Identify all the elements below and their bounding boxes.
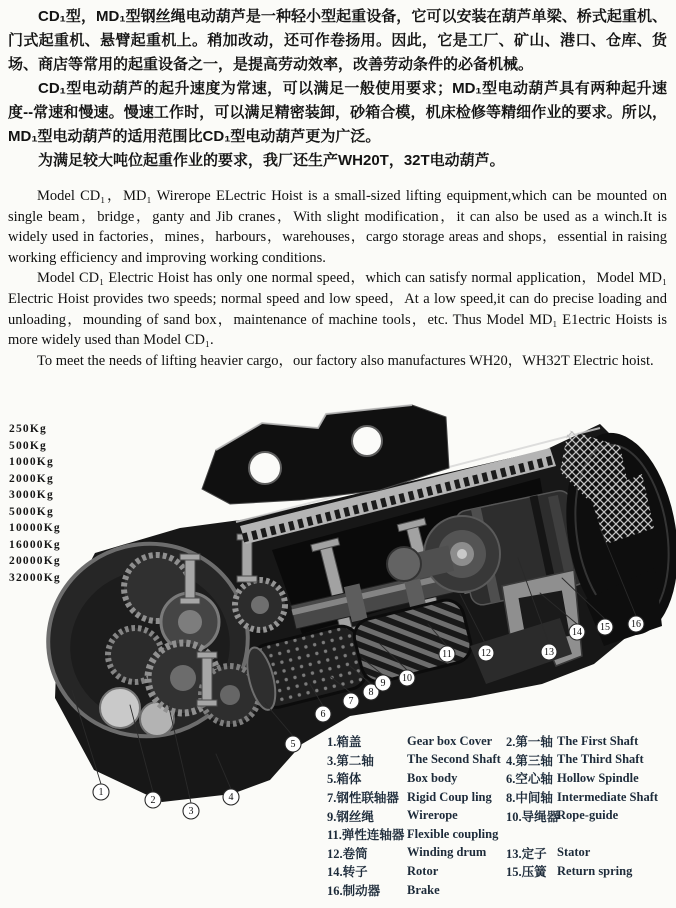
svg-text:1: 1 <box>98 787 104 799</box>
legend-cn: 9.钢丝绳 <box>327 809 374 824</box>
svg-text:3: 3 <box>188 806 194 818</box>
legend-en: Rigid Coup ling <box>407 789 492 804</box>
svg-text:6: 6 <box>320 709 326 721</box>
capacity-label: 10000Kg <box>9 522 61 535</box>
svg-text:13: 13 <box>544 647 554 659</box>
svg-text:16: 16 <box>631 619 641 631</box>
legend-cn: 2.第一轴 <box>506 735 553 750</box>
legend-en: The First Shaft <box>557 733 639 748</box>
capacity-label: 2000Kg <box>9 472 54 485</box>
chinese-intro <box>8 5 667 173</box>
legend-cn: 6.空心轴 <box>506 772 553 787</box>
legend-en: Rope-guide <box>557 808 619 823</box>
svg-text:10: 10 <box>402 673 412 685</box>
legend-cn: 8.中间轴 <box>506 791 553 806</box>
capacity-label: 1000Kg <box>9 456 54 469</box>
capacity-label: 500Kg <box>9 439 47 452</box>
legend-en: Flexible coupling <box>407 826 499 841</box>
suspension-hole <box>352 426 382 456</box>
svg-text:5: 5 <box>290 739 296 751</box>
legend-en: Gear box Cover <box>407 733 493 748</box>
en-paragraph-1: Model CD₁，MD₁ Wirerope ELectric Hoist is a small-sized lifting equipment,which can be mounted on single beam，bridge，ganty and Jib cranes，With slight modification，it can also be used as a winch.It is widely used in factories，mines，harbours，warehouses，cargo storage areas and shops，essential in raising working efficiency and improving working conditions. <box>8 188 667 266</box>
legend-cn: 14.转子 <box>327 865 368 880</box>
capacity-label: 5000Kg <box>9 505 54 518</box>
svg-text:9: 9 <box>380 678 386 690</box>
capacity-label: 3000Kg <box>9 489 54 502</box>
capacity-label: 20000Kg <box>9 555 61 568</box>
legend-cn: 13.定子 <box>506 846 547 861</box>
legend-cn: 10.导绳器 <box>506 809 560 824</box>
capacity-label: 250Kg <box>9 423 47 435</box>
svg-text:15: 15 <box>600 622 610 634</box>
legend-en: Wirerope <box>407 808 458 823</box>
legend-en: Box body <box>407 770 458 785</box>
svg-text:7: 7 <box>348 696 354 708</box>
en-paragraph-2: Model CD₁ Electric Hoist has only one normal speed，which can satisfy normal application，Model MD₁ Electric Hoist provides two speeds; normal speed and low speed，At a low speed,it can do precise loading and unloading，mounding of sand box，maintenance of machine tools，etc. Thus Model MD₁ E1ectric Hoists is more widely used than Model CD₁. <box>8 270 667 349</box>
legend-en: The Third Shaft <box>557 752 644 767</box>
bearing-cover <box>100 688 140 728</box>
capacity-label: 32000Kg <box>9 571 61 584</box>
legend-cn: 4.第三轴 <box>506 753 553 768</box>
english-intro <box>8 186 667 371</box>
legend-cn: 3.第二轴 <box>327 753 374 768</box>
svg-text:11: 11 <box>442 649 452 661</box>
svg-text:14: 14 <box>572 627 582 639</box>
parts-legend <box>327 732 658 899</box>
legend-cn: 7.钢性联轴器 <box>327 791 399 806</box>
capacity-label: 16000Kg <box>9 538 61 551</box>
svg-text:8: 8 <box>368 687 374 699</box>
legend-cn: 15.压簧 <box>506 865 547 880</box>
legend-cn: 12.卷筒 <box>327 846 368 861</box>
en-paragraph-3: To meet the needs of lifting heavier cargo，our factory also manufactures WH20，WH32T Electric hoist. <box>37 352 654 369</box>
legend-cn: 11.弹性连轴器 <box>327 828 405 843</box>
legend-cn: 1.箱盖 <box>327 735 362 750</box>
legend-en: The Second Shaft <box>407 752 501 767</box>
legend-cn: 16.制动器 <box>327 884 381 899</box>
legend-en: Brake <box>407 882 440 897</box>
svg-text:2: 2 <box>150 795 156 807</box>
cn-paragraph-3: 为满足较大吨位起重作业的要求，我厂还生产WH20T，32T电动葫芦。 <box>38 152 505 169</box>
svg-text:4: 4 <box>228 792 234 804</box>
cn-paragraph-1: CD₁型，MD₁型钢丝绳电动葫芦是一种轻小型起重设备，它可以安装在葫芦单梁、桥式起重机、门式起重机、悬臂起重机上。稍加改动，还可作卷扬用。因此，它是工厂、矿山、港口、仓库、货场、商店等常用的起重设备之一，是提高劳动效率，改善劳动条件的必备机械。 <box>8 8 667 73</box>
legend-en: Intermediate Shaft <box>557 789 659 804</box>
legend-en: Return spring <box>557 863 633 878</box>
svg-text:12: 12 <box>481 648 491 660</box>
legend-en: Rotor <box>407 863 439 878</box>
suspension-hole <box>249 452 281 484</box>
legend-en: Stator <box>557 845 591 860</box>
legend-en: Winding drum <box>407 845 487 860</box>
legend-en: Hollow Spindle <box>557 770 639 785</box>
legend-cn: 5.箱体 <box>327 772 362 787</box>
cn-paragraph-2: CD₁型电动葫芦的起升速度为常速，可以满足一般使用要求；MD₁型电动葫芦具有两种起升速度--常速和慢速。慢速工作时，可以满足精密装卸，砂箱合模，机床检修等精细作业的要求。所以，MD₁型电动葫芦的适用范围比CD₁型电动葫芦更为广泛。 <box>8 80 667 145</box>
